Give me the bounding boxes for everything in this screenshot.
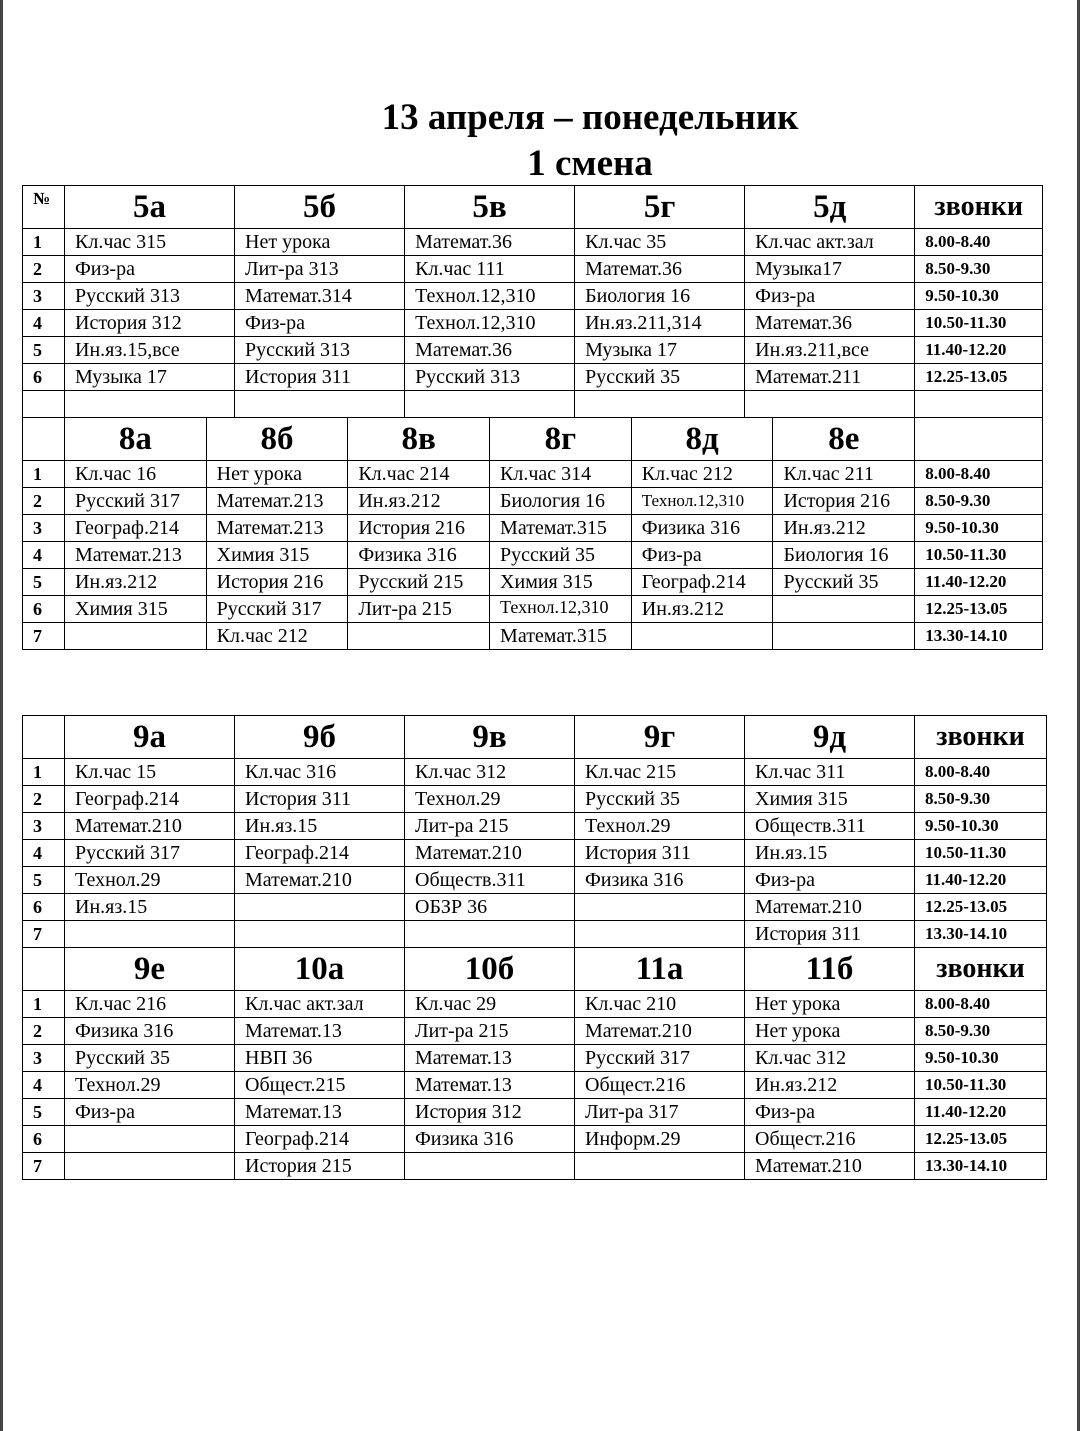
lesson-cell: Кл.час 216 [65,991,235,1018]
class-header: 9б [235,716,405,759]
lesson-cell: Кл.час акт.зал [745,229,915,256]
lesson-number: 3 [23,813,65,840]
lesson-cell: Математ.213 [65,542,207,569]
bell-time: 9.50-10.30 [915,283,1043,310]
class-header: 5б [235,186,405,229]
number-header: № [23,186,65,229]
lesson-number: 6 [23,596,65,623]
lesson-cell: Кл.час 312 [405,759,575,786]
lesson-cell: Технол.29 [575,813,745,840]
lesson-cell: Кл.час 15 [65,759,235,786]
bell-time: 9.50-10.30 [915,813,1047,840]
lesson-number: 4 [23,1072,65,1099]
lesson-number: 7 [23,921,65,948]
blank-cell [405,391,575,418]
bell-time: 8.50-9.30 [915,256,1043,283]
class-header: 5д [745,186,915,229]
lesson-cell: История 215 [235,1153,405,1180]
class-header: 11б [745,948,915,991]
blank-cell [915,391,1043,418]
lesson-cell: Кл.час 311 [745,759,915,786]
bell-time: 11.40-12.20 [915,569,1043,596]
lesson-cell: Математ.13 [405,1072,575,1099]
lesson-cell: Русский 215 [348,569,490,596]
lesson-cell: Кл.час 29 [405,991,575,1018]
lesson-cell: Математ.211 [745,364,915,391]
lesson-cell: Информ.29 [575,1126,745,1153]
lesson-cell: Лит-ра 313 [235,256,405,283]
class-header: 8б [206,418,348,461]
lesson-number: 3 [23,1045,65,1072]
lesson-number: 2 [23,256,65,283]
lesson-cell: Химия 315 [206,542,348,569]
class-header: 10б [405,948,575,991]
lesson-cell: Биология 16 [575,283,745,310]
lesson-number: 4 [23,542,65,569]
bell-time: 12.25-13.05 [915,596,1043,623]
lesson-cell: Лит-ра 215 [405,1018,575,1045]
bell-time: 13.30-14.10 [915,623,1043,650]
lesson-cell: Географ.214 [235,1126,405,1153]
bell-time: 9.50-10.30 [915,1045,1047,1072]
lesson-cell [65,921,235,948]
bell-time: 13.30-14.10 [915,1153,1047,1180]
lesson-cell: Географ.214 [65,515,207,542]
bell-time: 8.50-9.30 [915,488,1043,515]
lesson-cell: Математ.13 [235,1099,405,1126]
lesson-cell: Ин.яз.212 [65,569,207,596]
blank-cell [23,391,65,418]
lesson-cell: Математ.314 [235,283,405,310]
lesson-cell: Русский 35 [65,1045,235,1072]
lesson-cell: Кл.час 111 [405,256,575,283]
lesson-number: 1 [23,229,65,256]
bell-time: 11.40-12.20 [915,337,1043,364]
lesson-cell: История 312 [405,1099,575,1126]
lesson-cell: Технол.29 [405,786,575,813]
number-header [23,948,65,991]
class-header: 5г [575,186,745,229]
lesson-cell: Музыка17 [745,256,915,283]
lesson-cell: Кл.час 212 [206,623,348,650]
lesson-cell [575,921,745,948]
lesson-cell: Кл.час 16 [65,461,207,488]
lesson-cell: Русский 35 [575,364,745,391]
lesson-cell: Технол.29 [65,1072,235,1099]
lesson-cell: Лит-ра 215 [405,813,575,840]
lesson-cell: Нет урока [206,461,348,488]
lesson-cell: Ин.яз.15 [235,813,405,840]
lesson-cell: Русский 317 [206,596,348,623]
lesson-cell: Географ.214 [631,569,773,596]
lesson-number: 2 [23,488,65,515]
blank-cell [65,391,235,418]
bell-time: 11.40-12.20 [915,1099,1047,1126]
lesson-number: 1 [23,461,65,488]
lesson-cell: Биология 16 [773,542,915,569]
lesson-cell: Ин.яз.211,все [745,337,915,364]
lesson-cell: Биология 16 [490,488,632,515]
lesson-cell: История 311 [745,921,915,948]
bell-time: 8.00-8.40 [915,461,1043,488]
lesson-cell: Технол.12,310 [405,310,575,337]
bell-time: 13.30-14.10 [915,921,1047,948]
lesson-cell: Химия 315 [65,596,207,623]
lesson-cell: Музыка 17 [575,337,745,364]
lesson-cell: Русский 317 [575,1045,745,1072]
lesson-cell: Кл.час 211 [773,461,915,488]
lesson-number: 5 [23,867,65,894]
class-header: 9д [745,716,915,759]
bells-header: звонки [915,186,1043,229]
lesson-cell [773,623,915,650]
lesson-cell: Кл.час 316 [235,759,405,786]
class-header: 9г [575,716,745,759]
lesson-cell: Музыка 17 [65,364,235,391]
class-header: 9е [65,948,235,991]
class-header: 10а [235,948,405,991]
lesson-cell: Ин.яз.15 [745,840,915,867]
page-left-border [0,0,3,1431]
class-header: 8а [65,418,207,461]
lesson-cell: Ин.яз.212 [348,488,490,515]
shift-subtitle: 1 смена [527,143,653,184]
class-header: 8д [631,418,773,461]
lesson-cell: Математ.213 [206,488,348,515]
bell-time: 12.25-13.05 [915,364,1043,391]
lesson-cell: История 216 [348,515,490,542]
lesson-cell: Химия 315 [490,569,632,596]
lesson-cell: Кл.час 315 [65,229,235,256]
lesson-cell: Математ.210 [65,813,235,840]
lesson-cell [348,623,490,650]
bell-time: 10.50-11.30 [915,1072,1047,1099]
lesson-cell [575,894,745,921]
bells-header: звонки [915,948,1047,991]
class-header: 11а [575,948,745,991]
lesson-cell: Обществ.311 [745,813,915,840]
blank-cell [745,391,915,418]
lesson-number: 4 [23,840,65,867]
lesson-cell: Математ.213 [206,515,348,542]
lesson-cell: Кл.час акт.зал [235,991,405,1018]
lesson-cell: Физ-ра [65,256,235,283]
lesson-cell: Математ.210 [745,894,915,921]
lesson-number: 7 [23,1153,65,1180]
lesson-cell: Математ.36 [405,229,575,256]
class-header: 8е [773,418,915,461]
lesson-cell: Кл.час 212 [631,461,773,488]
bells-header: звонки [915,716,1047,759]
lesson-cell: Математ.315 [490,623,632,650]
lesson-cell: Кл.час 35 [575,229,745,256]
lesson-number: 7 [23,623,65,650]
lesson-cell: Физ-ра [745,867,915,894]
lesson-cell: Общест.215 [235,1072,405,1099]
class-header: 8в [348,418,490,461]
lesson-cell: Кл.час 312 [745,1045,915,1072]
lesson-cell: История 311 [235,364,405,391]
lesson-cell: История 311 [575,840,745,867]
lesson-number: 1 [23,991,65,1018]
lesson-cell: Математ.13 [405,1045,575,1072]
lesson-cell: Географ.214 [235,840,405,867]
lesson-cell: Физ-ра [745,1099,915,1126]
lesson-cell: Технол.12,310 [490,596,632,623]
lesson-cell [235,921,405,948]
lesson-cell: Физ-ра [235,310,405,337]
lesson-cell [405,921,575,948]
lesson-cell: Ин.яз.212 [773,515,915,542]
lesson-cell: Кл.час 215 [575,759,745,786]
lesson-cell: Кл.час 210 [575,991,745,1018]
bell-time: 10.50-11.30 [915,542,1043,569]
lesson-number: 5 [23,337,65,364]
bell-time: 12.25-13.05 [915,1126,1047,1153]
lesson-cell: Русский 313 [235,337,405,364]
lesson-cell: Географ.214 [65,786,235,813]
lesson-cell: Ин.яз.212 [631,596,773,623]
lesson-cell: Ин.яз.15,все [65,337,235,364]
bell-time: 8.50-9.30 [915,786,1047,813]
page-title: 13 апреля – понедельник [381,97,799,138]
lesson-cell [65,623,207,650]
lesson-cell: Физика 316 [348,542,490,569]
lesson-cell: Нет урока [235,229,405,256]
lesson-number: 6 [23,894,65,921]
lesson-cell: Математ.210 [575,1018,745,1045]
lesson-cell: Лит-ра 215 [348,596,490,623]
lesson-cell: Кл.час 314 [490,461,632,488]
lesson-cell: Кл.час 214 [348,461,490,488]
lesson-cell [405,1153,575,1180]
lesson-cell: Общест.216 [745,1126,915,1153]
lesson-cell: Русский 35 [773,569,915,596]
bell-time: 11.40-12.20 [915,867,1047,894]
lesson-cell: Физика 316 [631,515,773,542]
schedule-table-grades-9-11 [22,715,1047,1180]
lesson-cell [65,1126,235,1153]
lesson-cell: Русский 35 [490,542,632,569]
lesson-cell: Математ.210 [745,1153,915,1180]
bell-time: 10.50-11.30 [915,840,1047,867]
lesson-cell: Общест.216 [575,1072,745,1099]
class-header: 9а [65,716,235,759]
lesson-cell: Физика 316 [575,867,745,894]
lesson-number: 2 [23,786,65,813]
lesson-cell: История 311 [235,786,405,813]
class-header: 5в [405,186,575,229]
lesson-cell: Математ.36 [575,256,745,283]
bell-time: 10.50-11.30 [915,310,1043,337]
lesson-cell [235,894,405,921]
lesson-cell: Физика 316 [65,1018,235,1045]
lesson-cell: Русский 317 [65,840,235,867]
lesson-cell: Технол.12,310 [405,283,575,310]
bell-time: 8.00-8.40 [915,229,1043,256]
lesson-cell [631,623,773,650]
lesson-cell: Физ-ра [65,1099,235,1126]
blank-cell [575,391,745,418]
lesson-cell: НВП 36 [235,1045,405,1072]
lesson-cell: Нет урока [745,1018,915,1045]
lesson-cell: Технол.12,310 [631,488,773,515]
bell-time: 8.00-8.40 [915,759,1047,786]
class-header: 5а [65,186,235,229]
lesson-cell: Математ.36 [405,337,575,364]
bell-time: 12.25-13.05 [915,894,1047,921]
blank-cell [235,391,405,418]
lesson-cell: Математ.315 [490,515,632,542]
schedule-table-grades-5-8 [22,185,1043,650]
lesson-cell [575,1153,745,1180]
lesson-cell: ОБЗР 36 [405,894,575,921]
lesson-number: 3 [23,283,65,310]
lesson-cell: Ин.яз.15 [65,894,235,921]
lesson-number: 5 [23,1099,65,1126]
lesson-cell: Физ-ра [631,542,773,569]
lesson-cell: История 216 [773,488,915,515]
number-header [23,418,65,461]
lesson-cell: Ин.яз.211,314 [575,310,745,337]
class-header: 9в [405,716,575,759]
lesson-number: 6 [23,1126,65,1153]
lesson-number: 5 [23,569,65,596]
lesson-cell: Русский 35 [575,786,745,813]
lesson-cell: Химия 315 [745,786,915,813]
lesson-cell: Математ.210 [405,840,575,867]
lesson-cell: Ин.яз.212 [745,1072,915,1099]
lesson-number: 2 [23,1018,65,1045]
lesson-cell [65,1153,235,1180]
lesson-cell: Русский 313 [405,364,575,391]
lesson-cell [773,596,915,623]
lesson-cell: Нет урока [745,991,915,1018]
bell-time: 8.00-8.40 [915,991,1047,1018]
lesson-cell: История 312 [65,310,235,337]
lesson-cell: Лит-ра 317 [575,1099,745,1126]
number-header [23,716,65,759]
lesson-cell: Математ.36 [745,310,915,337]
lesson-cell: Обществ.311 [405,867,575,894]
lesson-number: 6 [23,364,65,391]
lesson-number: 4 [23,310,65,337]
lesson-cell: Математ.13 [235,1018,405,1045]
bells-header [915,418,1043,461]
lesson-cell: Математ.210 [235,867,405,894]
lesson-cell: Русский 317 [65,488,207,515]
lesson-cell: Физ-ра [745,283,915,310]
class-header: 8г [490,418,632,461]
lesson-cell: Русский 313 [65,283,235,310]
bell-time: 9.50-10.30 [915,515,1043,542]
lesson-cell: Технол.29 [65,867,235,894]
lesson-cell: История 216 [206,569,348,596]
lesson-cell: Физика 316 [405,1126,575,1153]
bell-time: 8.50-9.30 [915,1018,1047,1045]
lesson-number: 1 [23,759,65,786]
lesson-number: 3 [23,515,65,542]
